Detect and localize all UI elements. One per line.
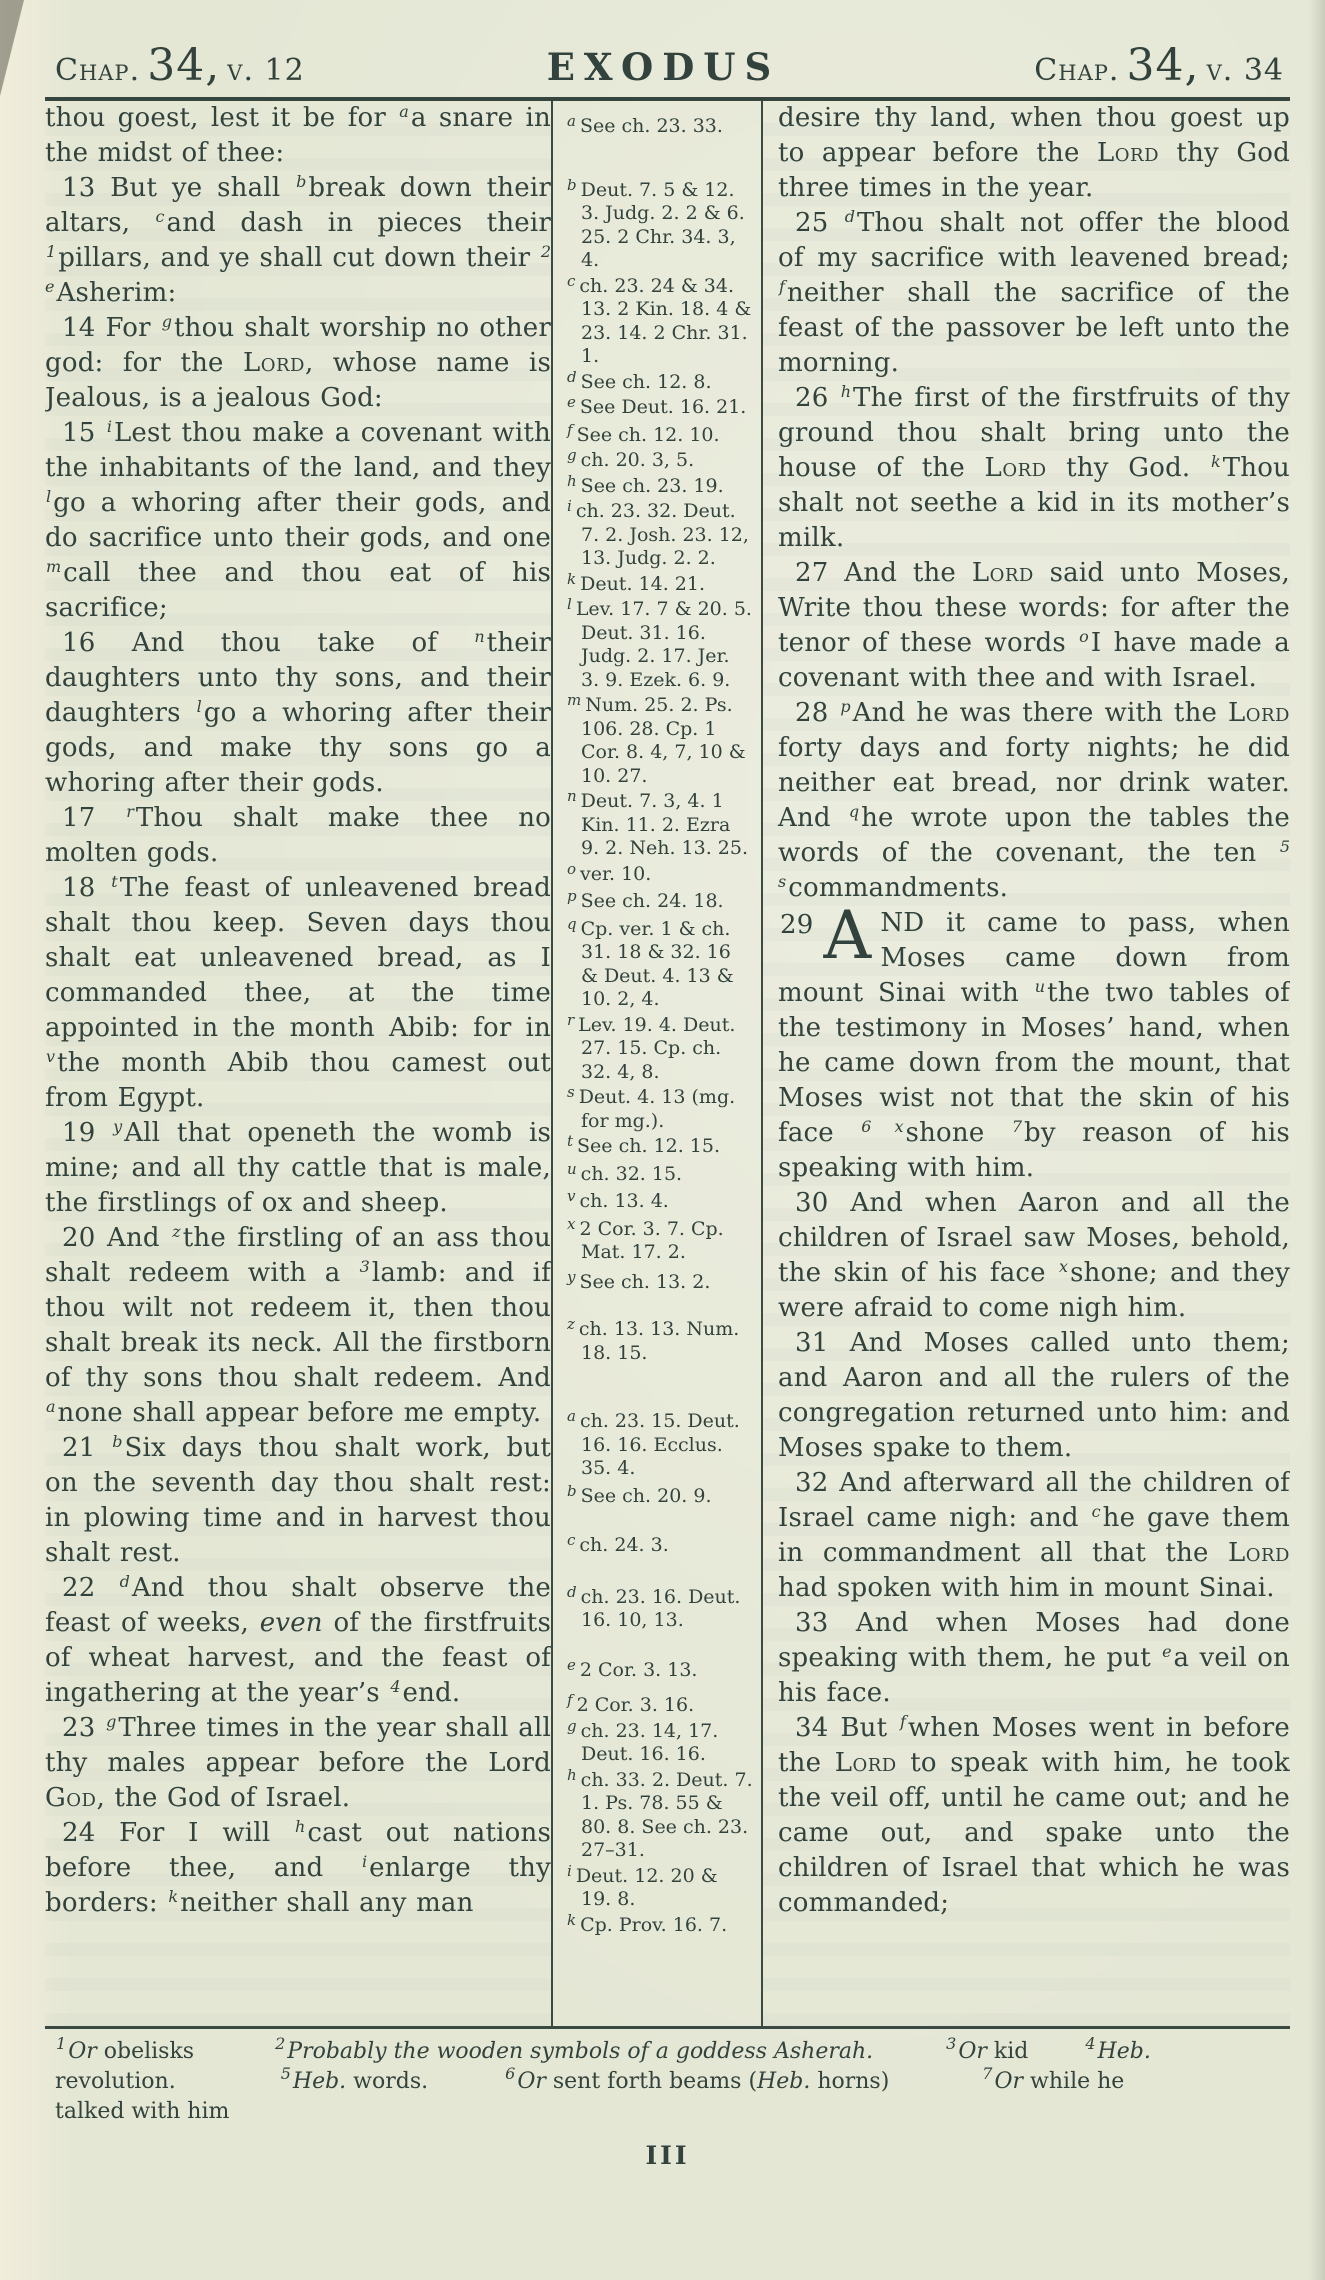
cross-reference (567, 595, 753, 692)
text-run: revolution. (55, 2069, 176, 2094)
text-run: Three times in the year shall all thy males appear before the Lord (45, 1713, 552, 1778)
reference-text: 2 Cor. 3. 16. (576, 1694, 695, 1716)
text-run: thy God three times in the year. (778, 138, 1290, 203)
reference-mark: 1 (56, 2034, 67, 2053)
reference-mark: 7 (982, 2064, 993, 2083)
reference-mark: q (848, 802, 860, 821)
cross-references-column (551, 101, 763, 2026)
reference-mark: 4 (1085, 2034, 1096, 2053)
cross-reference (567, 1315, 753, 1365)
text-run: 20 And (62, 1223, 172, 1253)
reference-letter: k (567, 1910, 577, 1929)
text-run: go a whoring after their gods, and do sacrifice unto their gods, and one (45, 488, 551, 553)
reference-letter: n (567, 787, 577, 805)
reference-mark: a (46, 1397, 56, 1416)
cross-reference (567, 1765, 753, 1863)
reference-mark: o (1079, 627, 1089, 646)
verse-paragraph (45, 1221, 551, 1431)
text-run: a veil on his face. (778, 1643, 1290, 1708)
cross-reference (567, 1159, 753, 1187)
text-run: thou shalt worship no other god: for the (45, 313, 551, 378)
verse-paragraph (45, 1571, 551, 1711)
reference-text: 2 Cor. 3. 7. Cp. Mat. 17. 2. (579, 1217, 724, 1263)
text-run: desire thy land, when thou goest up to appear before the (778, 103, 1290, 168)
verse-reference: v. 12 (227, 53, 305, 88)
text-run: The feast of unleavened bread shalt thou keep. Seven days thou shalt eat unleavened bread, as I commanded thee, at the time appointed in the month Abib: for in (45, 873, 551, 1043)
text-run: 24 For I will (62, 1818, 295, 1848)
reference-letter: e (567, 393, 576, 411)
reference-letter: d (567, 1582, 577, 1601)
text-run: he gave them in commandment all that the (778, 1503, 1290, 1568)
text-run: the month Abib thou camest out from Egypt. (45, 1048, 551, 1113)
reference-letter: m (567, 691, 582, 709)
reference-letter: q (567, 914, 577, 933)
text-run: he wrote upon the tables the words of the covenant, the ten (778, 803, 1290, 868)
cross-reference (567, 1407, 753, 1481)
reference-letter: a (567, 112, 576, 130)
right-text-column (763, 101, 1290, 2026)
reference-mark: k (168, 1887, 179, 1906)
verse-paragraph (45, 416, 551, 626)
page-header (45, 40, 1290, 95)
text-run: words. (346, 2069, 429, 2094)
reference-mark: t (111, 872, 118, 891)
reference-mark: c (155, 207, 165, 226)
text-run: Thou shalt not offer the blood of my sacrifice with leavened bread; (778, 208, 1290, 273)
text-run: Asherim: (56, 278, 177, 308)
cross-reference (567, 887, 753, 914)
text-run: 34 But (795, 1713, 900, 1743)
text-run: shone; and they were afraid to come nigh him. (778, 1258, 1290, 1323)
cross-reference (567, 569, 753, 597)
reference-text: Lev. 17. 7 & 20. 5. Deut. 31. 16. Judg. 2. 17. Jer. 3. 9. Ezek. 6. 9. (575, 598, 752, 691)
cross-reference (567, 175, 753, 273)
reference-mark: e (1162, 1642, 1172, 1661)
cross-reference (567, 691, 753, 788)
reference-text: ch. 32. 15. (580, 1162, 683, 1185)
text-run: Thou shalt make thee no molten gods. (45, 803, 551, 868)
cross-reference (567, 1187, 753, 1214)
cross-reference (567, 1132, 753, 1159)
running-head-left (55, 40, 305, 91)
verse-paragraph (778, 101, 1290, 206)
reference-letter: g (567, 1716, 577, 1735)
reference-letter: i (567, 497, 572, 515)
cross-reference (567, 393, 753, 420)
reference-mark: 2 e (45, 242, 551, 296)
reference-mark: d (119, 1572, 130, 1591)
text-run: had spoken with him in mount Sinai. (778, 1573, 1275, 1603)
verse-number: 29 (780, 910, 814, 940)
text-run: thy God. (1046, 453, 1210, 483)
reference-letter: e (567, 1655, 576, 1674)
text-run: pillars, and ye shall cut down their (58, 243, 540, 273)
reference-text: ch. 23. 32. Deut. 7. 2. Josh. 23. 12, 13. Judg. 2. 2. (575, 500, 749, 569)
cross-reference (567, 1214, 753, 1265)
cross-reference (567, 1655, 753, 1683)
text-run: end. (402, 1678, 461, 1708)
italic-text: Probably the wooden symbols of a goddess Asherah. (287, 2039, 874, 2064)
reference-letter: f (567, 1691, 573, 1709)
reference-letter: h (567, 1765, 577, 1784)
text-run: , the God of Israel. (96, 1783, 351, 1813)
text-run: enlarge thy borders: (45, 1853, 551, 1918)
reference-mark: 5 s (778, 837, 1290, 891)
text-run: obelisks (96, 2039, 195, 2064)
reference-mark: 4 (390, 1677, 401, 1696)
italic-text: Or (958, 2039, 987, 2064)
cross-reference (567, 471, 753, 499)
text-run: Thou shalt not seethe a kid in its mother’s milk. (778, 453, 1290, 553)
text-run: the two tables of the testimony in Moses’ hand, when he came down from the mount, that Moses wist not that the skin of his face (778, 978, 1290, 1148)
text-run: 30 And when Aaron and all the children of Israel saw Moses, behold, the skin of his face (778, 1188, 1290, 1288)
small-caps-text: Lord (1227, 698, 1290, 728)
text-run: , whose name is Jealous, is a jealous God: (45, 348, 551, 413)
reference-letter: h (567, 471, 577, 490)
text-run: sent forth beams ( (545, 2069, 758, 2094)
chapter-number: 34, (147, 40, 221, 91)
text-run: commandments. (788, 873, 1009, 903)
reference-letter: b (567, 175, 577, 194)
running-head-right (1034, 40, 1284, 91)
text-run: 33 And when Moses had done speaking with them, he put (778, 1608, 1290, 1673)
text-run: 23 (62, 1713, 106, 1743)
text-run: none shall appear before me empty. (57, 1398, 542, 1428)
footnote-line (55, 2034, 1282, 2067)
text-run: 13 But ye shall (62, 173, 296, 203)
chapter-label: Chap. (1034, 53, 1120, 88)
small-caps-text: Lord (242, 348, 305, 378)
text-run: cast out nations before thee, and (45, 1818, 551, 1883)
reference-mark: u (1034, 977, 1046, 996)
text-run: thou goest, lest it be for (45, 103, 399, 133)
small-caps-text: Lord (971, 558, 1034, 588)
reference-mark: 7 (1011, 1117, 1023, 1136)
cross-reference (567, 1716, 753, 1767)
italic-text: Heb. (292, 2069, 347, 2094)
text-run: by reason of his speaking with him. (778, 1118, 1290, 1183)
footnote-line (55, 2064, 1282, 2097)
reference-text: Lev. 19. 4. Deut. 27. 15. Cp. ch. 32. 4, 8. (578, 1013, 736, 1083)
reference-text: See Deut. 16. 21. (579, 396, 747, 418)
verse-paragraph (778, 1711, 1290, 1921)
cross-reference (567, 497, 753, 571)
cross-reference (567, 367, 753, 395)
text-run: 25 (795, 208, 844, 238)
cross-reference (567, 1910, 753, 1938)
reference-text: See ch. 12. 15. (577, 1135, 721, 1157)
reference-mark: d (844, 207, 855, 226)
reference-mark: f (900, 1712, 906, 1731)
text-run: their daughters unto thy sons, and their daughters (45, 628, 551, 728)
reference-text: ch. 23. 24 & 34. 13. 2 Kin. 18. 4 & 23. 14. 2 Chr. 31. 1. (579, 274, 752, 367)
text-run: call thee and thou eat of his sacrifice; (45, 558, 551, 623)
text-run: 21 (62, 1433, 112, 1463)
text-run: forty days and forty nights; he did neither eat bread, nor drink water. And (778, 733, 1290, 833)
text-run: 26 (795, 383, 840, 413)
reference-text: 2 Cor. 3. 13. (579, 1658, 698, 1681)
italic-text: Heb. (757, 2069, 811, 2094)
reference-mark: 1 (46, 242, 57, 261)
italic-text: Or (994, 2069, 1024, 2094)
reference-mark: k (1211, 452, 1221, 471)
verse-paragraph (778, 1326, 1290, 1466)
reference-text: ch. 23. 15. Deut. 16. 16. Ecclus. 35. 4. (579, 1410, 740, 1479)
text-run: 22 (62, 1573, 119, 1603)
reference-letter: f (567, 420, 573, 439)
cross-reference (567, 1481, 753, 1509)
footnote-gap (176, 2087, 280, 2088)
text-run: 16 And thou take of (62, 628, 474, 658)
chapter-number: 34, (1126, 40, 1200, 91)
text-run: Six days thou shalt work, but on the seventh day thou shalt rest: in plowing time and in harvest thou shalt rest. (45, 1433, 551, 1568)
reference-text: See ch. 12. 10. (576, 423, 720, 446)
text-run: And he was there with the (852, 698, 1228, 728)
reference-letter: s (567, 1083, 575, 1101)
text-run: 32 And afterward all the children of Israel came nigh: and (778, 1468, 1290, 1533)
text-run: kid (986, 2039, 1029, 2064)
reference-text: See ch. 13. 2. (579, 1270, 711, 1293)
page-number: III (645, 2141, 690, 2170)
text-run: neither shall the sacrifice of the feast of the passover be left unto the morning. (778, 278, 1290, 378)
reference-letter: g (567, 446, 577, 464)
verse-paragraph (778, 1606, 1290, 1711)
book-title: EXODUS (546, 45, 781, 89)
reference-mark: f (779, 277, 785, 296)
reference-letter: u (567, 1159, 577, 1178)
italic-text: even (259, 1608, 323, 1638)
text-run: 28 (795, 698, 840, 728)
reference-text: ch. 13. 13. Num. 18. 15. (578, 1318, 740, 1364)
reference-text: See ch. 20. 9. (580, 1484, 712, 1507)
cross-reference (567, 1083, 753, 1133)
cross-reference (567, 1861, 753, 1912)
cross-reference (567, 914, 753, 1012)
text-run: All that openeth the womb is mine; and all thy cattle that is male, the firstlings of ox and sheep. (45, 1118, 551, 1218)
italic-text: Heb. (1097, 2039, 1151, 2064)
text-run: horns) (810, 2069, 890, 2094)
reference-mark: h (840, 382, 852, 401)
verse-paragraph (778, 1186, 1290, 1326)
reference-text: Num. 25. 2. Ps. 106. 28. Cp. 1 Cor. 8. 4, 7, 10 & 10. 27. (581, 694, 746, 787)
small-caps-text: Lord (834, 1748, 897, 1778)
reference-mark: v (46, 1047, 56, 1066)
reference-letter: d (567, 367, 577, 386)
footnote-gap (194, 2057, 274, 2058)
left-text-column (45, 101, 551, 2026)
verse-paragraph (778, 696, 1290, 906)
cross-reference (567, 112, 753, 139)
verse-paragraph (45, 1116, 551, 1221)
text-run: when Moses went in before the (778, 1713, 1290, 1778)
verse-paragraph (45, 1711, 551, 1816)
reference-mark: c (1091, 1502, 1101, 1521)
text-run: 17 (62, 803, 126, 833)
cross-reference (567, 1531, 753, 1558)
reference-text: ch. 33. 2. Deut. 7. 1. Ps. 78. 55 & 80. 8. See ch. 23. 27–31. (580, 1768, 753, 1861)
reference-mark: r (126, 802, 134, 821)
reference-mark: p (840, 697, 851, 716)
footnote-gap (428, 2087, 504, 2088)
verse-paragraph (778, 1466, 1290, 1606)
reference-mark: b (296, 172, 307, 191)
reference-mark: 2 (275, 2034, 286, 2053)
footnotes (45, 2029, 1290, 2127)
cross-reference (567, 787, 753, 861)
reference-mark: m (46, 557, 62, 576)
text-run: break down their altars, (45, 173, 551, 238)
reference-mark: i (106, 417, 112, 436)
reference-letter: k (567, 569, 577, 588)
cross-reference (567, 1582, 753, 1633)
reference-letter: y (567, 1267, 576, 1286)
small-caps-text: Lord (1097, 138, 1160, 168)
reference-mark: b (112, 1432, 123, 1451)
cross-reference (567, 1691, 753, 1718)
small-caps-text: Lord (984, 453, 1047, 483)
cross-reference (567, 446, 753, 473)
reference-text: ch. 20. 3, 5. (580, 449, 695, 471)
reference-letter: c (567, 271, 576, 290)
text-run: neither shall any man (180, 1888, 474, 1918)
text-run: I have made a covenant with thee and with Israel. (778, 628, 1290, 693)
cross-reference (567, 420, 753, 448)
verse-paragraph (45, 1816, 551, 1921)
text-run: 19 (62, 1118, 113, 1148)
text-run: to speak with him, he took the veil off, until he came out; and he came out, and spake unto the children of Israel that which he was commanded; (778, 1748, 1290, 1918)
reference-letter: o (567, 859, 577, 878)
reference-letter: x (567, 1214, 576, 1233)
small-caps-text: God (45, 1783, 97, 1813)
italic-text: Or (517, 2069, 546, 2094)
reference-letter: i (567, 1861, 572, 1880)
reference-text: ver. 10. (580, 862, 652, 885)
verse-paragraph (45, 171, 551, 311)
verse-paragraph (45, 311, 551, 416)
reference-text: ch. 23. 16. Deut. 16. 10, 13. (580, 1585, 741, 1631)
footnote-gap (889, 2087, 981, 2088)
text-run: lamb: and if thou wilt not redeem it, then thou shalt break its neck. All the firstborn of thy sons thou shalt redeem. And (45, 1258, 551, 1393)
text-run: And thou shalt observe the feast of weeks, (45, 1573, 552, 1638)
cross-reference (567, 859, 753, 887)
reference-letter: b (567, 1481, 577, 1500)
reference-letter: p (567, 887, 577, 905)
reference-text: Cp. Prov. 16. 7. (580, 1913, 728, 1936)
reference-mark: x (1059, 1257, 1069, 1276)
cross-reference (567, 271, 753, 369)
reference-mark: a (399, 102, 409, 121)
reference-letter: c (567, 1531, 576, 1549)
verse-paragraph (45, 801, 551, 871)
reference-text: ch. 23. 14, 17. Deut. 16. 16. (580, 1719, 719, 1765)
text-run: 27 And the (795, 558, 972, 588)
reference-mark: y (113, 1117, 123, 1136)
verse-paragraph (778, 556, 1290, 696)
text-run: talked with him (55, 2099, 230, 2124)
reference-text: ch. 24. 3. (579, 1534, 669, 1556)
text-run: of the firstfruits of wheat harvest, and the feast of ingathering at the year’s (45, 1608, 551, 1708)
reference-text: Deut. 7. 3, 4. 1 Kin. 11. 2. Ezra 9. 2. Neh. 13. 25. (580, 790, 748, 859)
verse-paragraph (45, 626, 551, 801)
reference-mark: i (361, 1852, 368, 1871)
reference-mark: l (196, 697, 202, 716)
text-run: and dash in pieces their (166, 208, 551, 238)
verse-paragraph (45, 871, 551, 1116)
cross-reference (567, 1267, 753, 1295)
small-caps-text: Lord (1227, 1538, 1290, 1568)
verse-paragraph (778, 897, 1290, 1186)
verse-paragraph (45, 101, 551, 171)
verse-paragraph (778, 206, 1290, 381)
reference-mark: 3 (359, 1257, 370, 1276)
reference-text: See ch. 24. 18. (580, 890, 724, 912)
reference-text: Deut. 4. 13 (mg. for mg.). (578, 1086, 736, 1132)
chapter-label: Chap. (55, 53, 141, 88)
reference-text: Cp. ver. 1 & ch. 31. 18 & 32. 16 & Deut. 4. 13 & 10. 2, 4. (580, 917, 734, 1010)
reference-text: Deut. 14. 21. (580, 572, 705, 595)
text-run: The first of the firstfruits of thy ground thou shalt bring unto the house of the (778, 383, 1290, 483)
reference-text: ch. 13. 4. (579, 1190, 669, 1212)
text-run: 31 And Moses called unto them; and Aaron and all the rulers of the congregation returned unto him: and Moses spake to them. (778, 1328, 1290, 1463)
reference-mark: g (106, 1712, 117, 1731)
reference-text: See ch. 12. 8. (580, 370, 712, 393)
text-run: ND it came to pass, when Moses came down from mount Sinai with (778, 908, 1290, 1008)
footnote-gap (873, 2057, 945, 2058)
reference-letter: v (567, 1187, 576, 1205)
reference-letter: t (567, 1132, 574, 1150)
text-run: go a whoring after their gods, and make thy sons go a whoring after their gods. (45, 698, 552, 798)
reference-mark: 6 (505, 2064, 516, 2083)
text-run: shone (905, 1118, 1011, 1148)
reference-text: See ch. 23. 33. (579, 115, 723, 137)
text-run: a snare in the midst of thee: (45, 103, 551, 168)
text-run: 14 For (62, 313, 161, 343)
footnote-gap (1028, 2057, 1084, 2058)
italic-text: Or (68, 2039, 97, 2064)
verse-paragraph (45, 1431, 551, 1571)
reference-mark: 3 (946, 2034, 957, 2053)
drop-cap-letter: A (823, 897, 872, 974)
text-run: Lest thou make a covenant with the inhabitants of the land, and they (45, 418, 551, 483)
reference-mark: h (295, 1817, 306, 1836)
reference-mark: z (172, 1222, 181, 1241)
text-run: while he (1023, 2069, 1125, 2094)
footnote-line (55, 2097, 1282, 2127)
reference-text: Deut. 7. 5 & 12. 3. Judg. 2. 2 & 6. 25. 2 Chr. 34. 3, 4. (580, 178, 745, 271)
cross-reference (567, 1010, 753, 1085)
text-run: the firstling of an ass thou shalt redeem with a (45, 1223, 551, 1288)
reference-mark: l (46, 487, 52, 506)
reference-letter: r (567, 1010, 575, 1029)
reference-mark: n (474, 627, 485, 646)
reference-mark: g (161, 312, 173, 331)
reference-letter: z (567, 1315, 575, 1333)
reference-letter: l (567, 595, 572, 613)
text-columns (45, 101, 1290, 2026)
reference-mark: 6 x (861, 1117, 904, 1136)
drop-cap (780, 897, 872, 974)
text-run: said unto Moses, Write thou these words: for after the tenor of these words (778, 558, 1290, 658)
reference-text: Deut. 12. 20 & 19. 8. (575, 1864, 718, 1910)
reference-mark: 5 (280, 2064, 291, 2083)
reference-letter: a (567, 1407, 576, 1425)
text-run: 15 (62, 418, 106, 448)
verse-paragraph (778, 381, 1290, 556)
text-run: 18 (62, 873, 111, 903)
reference-text: See ch. 23. 19. (580, 474, 724, 497)
verse-reference: v. 34 (1206, 53, 1284, 88)
